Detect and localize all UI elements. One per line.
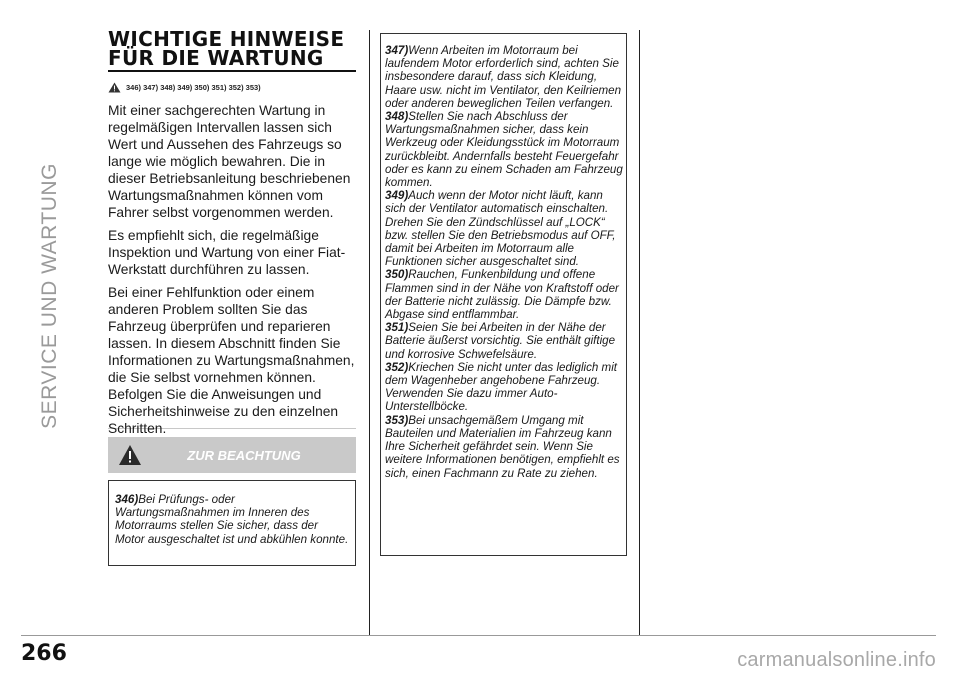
heading-line-2: FÜR DIE WARTUNG — [108, 46, 324, 70]
note-351 — [385, 321, 623, 361]
note-text: Wenn Arbeiten im Motorraum bei laufendem Motor erforderlich sind, achten Sie insbesondere darauf, dass sich Kleidung, Haare usw. nicht im Ventilator, den Keilriemen oder anderen beweglichen Teilen verfangen. — [385, 44, 622, 110]
note-number: 347) — [385, 44, 409, 57]
note-text: Bei Prüfungs- oder Wartungsmaßnahmen im Inneren des Motorraums stellen Sie sicher, dass der Motor ausgeschaltet ist und abkühlen konnte. — [115, 493, 349, 546]
page-number: 266 — [21, 641, 67, 666]
warning-header — [108, 437, 356, 473]
paragraph-3: Bei einer Fehlfunktion oder einem anderen Problem sollten Sie das Fahrzeug überprüfen und reparieren lassen. In diesem Abschnitt finden Sie Informationen zu Wartungsmaßnahmen, die Sie selbst vornehmen können. Befolgen Sie die Anweisungen und Sicherheitshinweise zu den einzelnen Schritten. — [108, 285, 355, 436]
note-text: Kriechen Sie nicht unter das lediglich mit dem Wagenheber angehobene Fahrzeug. Verwenden Sie dazu immer Auto-Unterstellböcke. — [385, 360, 618, 414]
note-350 — [385, 268, 623, 321]
warning-title: ZUR BEACHTUNG — [187, 447, 301, 463]
heading-underline — [108, 70, 356, 72]
warning-triangle-icon — [118, 444, 142, 466]
warning-triangle-icon — [108, 82, 121, 93]
heading-line-1: WICHTIGE HINWEISE — [108, 27, 345, 51]
footer-rule — [21, 635, 936, 636]
paragraph-2: Es empfiehlt sich, die regelmäßige Inspektion und Wartung von einer Fiat-Werkstatt durchführen zu lassen. — [108, 228, 346, 277]
notes-box — [380, 33, 627, 556]
note-text: Rauchen, Funkenbildung und offene Flammen sind in der Nähe von Kraftstoff oder der Batterie nicht zulässig. Die Dämpfe bzw. Abgase sind entflammbar. — [385, 268, 619, 322]
watermark: carmanualsonline.info — [737, 649, 936, 671]
note-number: 353) — [385, 413, 409, 427]
paragraph-1: Mit einer sachgerechten Wartung in regelmäßigen Intervallen lassen sich Wert und Aussehen des Fahrzeugs so lange wie möglich bewahren. Die in dieser Betriebsanleitung beschriebenen Wartungsmaßnahmen können vom Fahrer selbst vorgenommen werden. — [108, 103, 351, 220]
warning-note — [115, 493, 349, 546]
warning-box — [108, 480, 356, 566]
note-text: Stellen Sie nach Abschluss der Wartungsmaßnahmen sicher, dass kein Werkzeug oder Kleidungsstück im Motorraum zurückbleibt. Andernfalls besteht Feuergefahr oder es kann zu einem Schaden am Fahrzeug kommen. — [385, 110, 623, 190]
heading-references — [108, 80, 356, 94]
left-column — [108, 27, 356, 443]
reference-numbers: 346) 347) 348) 349) 350) 351) 352) 353) — [126, 82, 261, 92]
note-349 — [385, 189, 623, 268]
note-number: 350) — [385, 268, 409, 282]
column-divider-1 — [369, 30, 370, 635]
note-353 — [385, 414, 623, 480]
note-number: 349) — [385, 189, 409, 203]
section-side-label: SERVICE UND WARTUNG — [38, 163, 61, 429]
section-heading — [108, 27, 356, 70]
note-text: Seien Sie bei Arbeiten in der Nähe der Batterie äußerst vorsichtig. Sie enthält giftige und korrosive Schwefelsäure. — [385, 321, 616, 361]
note-352 — [385, 361, 623, 414]
note-348 — [385, 110, 623, 189]
note-number: 346) — [115, 493, 139, 506]
note-347 — [385, 44, 623, 110]
note-number: 352) — [385, 360, 409, 374]
note-text: Bei unsachgemäßem Umgang mit Bauteilen und Materialien im Fahrzeug kann Ihre Sicherheit gefährdet sein. Wenn Sie weitere Informationen benötigen, empfiehlt es sich, einen Fachmann zu Rate zu ziehen. — [385, 413, 620, 480]
column-divider-2 — [639, 30, 640, 635]
note-number: 351) — [385, 321, 409, 335]
note-number: 348) — [385, 110, 409, 124]
note-text: Auch wenn der Motor nicht läuft, kann sich der Ventilator automatisch einschalten. Drehen Sie den Zündschlüssel auf „LOCK“ bzw. stellen Sie den Betriebsmodus auf OFF, damit bei Arbeiten im Motorraum alle Funktionen sicher ausgeschaltet sind. — [385, 189, 616, 269]
